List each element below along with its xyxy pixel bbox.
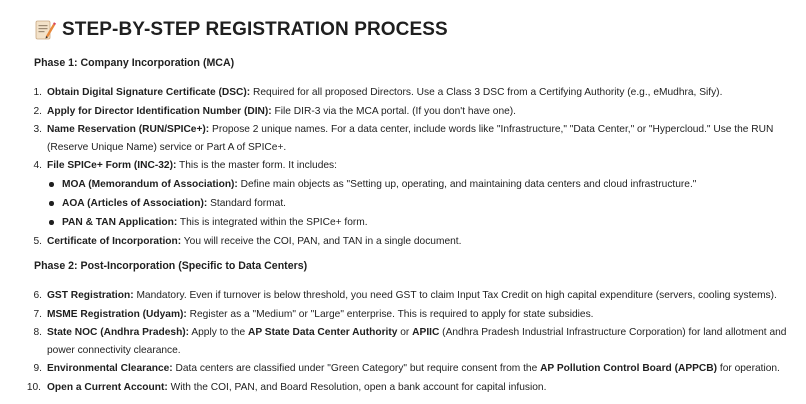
step-label: Certificate of Incorporation:: [47, 235, 182, 247]
sub-item-label: MOA (Memorandum of Association):: [62, 178, 238, 190]
step-text: Register as a "Medium" or "Large" enterprise. This is required to apply for state subsidies.: [186, 308, 594, 320]
phase-1-steps: [34, 84, 794, 250]
step-text: Mandatory. Even if turnover is below threshold, you need GST to claim Input Tax Credit on high capital expenditure (servers, cooling systems).: [133, 290, 777, 301]
step-6: [34, 287, 794, 305]
step-text: With the COI, PAN, and Board Resolution, open a bank account for capital infusion.: [167, 381, 547, 393]
step-5: [34, 233, 794, 251]
step-1: [34, 84, 794, 102]
step-text: (Andhra Pradesh Industrial Infrastructure Corporation) for land allotment and power connectivity clearance.: [47, 327, 787, 356]
step-label: Apply for Director Identification Number (DIN):: [47, 105, 272, 117]
step-text: Required for all proposed Directors. Use a Class 3 DSC from a Certifying Authority (e.g., eMudhra, Sify).: [250, 87, 723, 98]
sub-item-text: Standard format.: [207, 197, 286, 209]
step-number: 3.: [33, 124, 42, 135]
step-4-sublist: [47, 175, 794, 232]
step-text: You will receive the COI, PAN, and TAN in a single document.: [181, 235, 462, 247]
authority-name: AP State Data Center Authority: [247, 327, 398, 338]
bullet-icon: [49, 220, 54, 225]
step-number: 7.: [33, 308, 42, 320]
step-text: File DIR-3 via the MCA portal. (If you don't have one).: [271, 105, 516, 117]
authority-name: APIIC: [412, 327, 440, 338]
step-10: [26, 379, 794, 397]
sub-item-pan-tan: [47, 213, 794, 232]
step-number: 1.: [33, 87, 42, 98]
phase-2-heading: Phase 2: Post-Incorporation (Specific to Data Centers): [34, 260, 308, 272]
step-number: 4.: [33, 160, 42, 171]
step-number: 2.: [33, 105, 42, 117]
sub-item-aoa: [47, 194, 794, 213]
step-label: MSME Registration (Udyam):: [47, 308, 187, 320]
step-number: 6.: [33, 290, 42, 301]
sub-item-text: Define main objects as "Setting up, operating, and maintaining data centers and cloud infrastructure.": [237, 178, 697, 190]
step-number: 10.: [26, 381, 41, 393]
sub-item-text: This is integrated within the SPICe+ form.: [177, 216, 368, 228]
step-9: [34, 360, 794, 378]
page-title: STEP-BY-STEP REGISTRATION PROCESS: [62, 19, 448, 40]
step-label: Environmental Clearance:: [47, 363, 173, 374]
step-8: [34, 324, 794, 359]
step-number: 5.: [33, 235, 42, 247]
title-row: [34, 16, 794, 44]
step-number: 9.: [33, 363, 42, 374]
step-text: Propose 2 unique names. For a data center, include words like "Infrastructure," "Data Center," or "Hypercloud." Use the RUN (Reserve Unique Name) service or Part A of SPICe+.: [47, 124, 774, 153]
step-label: GST Registration:: [47, 290, 134, 301]
step-text: or: [397, 327, 413, 338]
step-text: for operation.: [717, 363, 780, 374]
authority-name: AP Pollution Control Board (APPCB): [540, 363, 718, 374]
memo-icon: [34, 18, 56, 42]
step-label: File SPICe+ Form (INC-32):: [47, 160, 177, 171]
step-number: 8.: [33, 327, 42, 338]
step-2: [34, 103, 794, 121]
bullet-icon: [49, 201, 54, 206]
step-label: Open a Current Account:: [47, 381, 168, 393]
step-text: This is the master form. It includes:: [176, 160, 337, 171]
sub-item-label: AOA (Articles of Association):: [62, 197, 208, 209]
phase-1-heading: Phase 1: Company Incorporation (MCA): [34, 57, 235, 69]
step-label: Obtain Digital Signature Certificate (DSC):: [47, 87, 251, 98]
step-label: State NOC (Andhra Pradesh):: [47, 327, 190, 338]
step-text: Data centers are classified under "Green Category" but require consent from the: [172, 363, 541, 374]
step-text: Apply to the: [189, 327, 248, 338]
step-3: [34, 121, 794, 156]
sub-item-moa: [47, 175, 794, 194]
sub-item-label: PAN & TAN Application:: [62, 216, 178, 228]
step-label: Name Reservation (RUN/SPICe+):: [47, 124, 210, 135]
step-7: [34, 306, 794, 324]
phase-2-steps: [26, 287, 794, 396]
bullet-icon: [49, 182, 54, 187]
step-4: [34, 157, 794, 232]
